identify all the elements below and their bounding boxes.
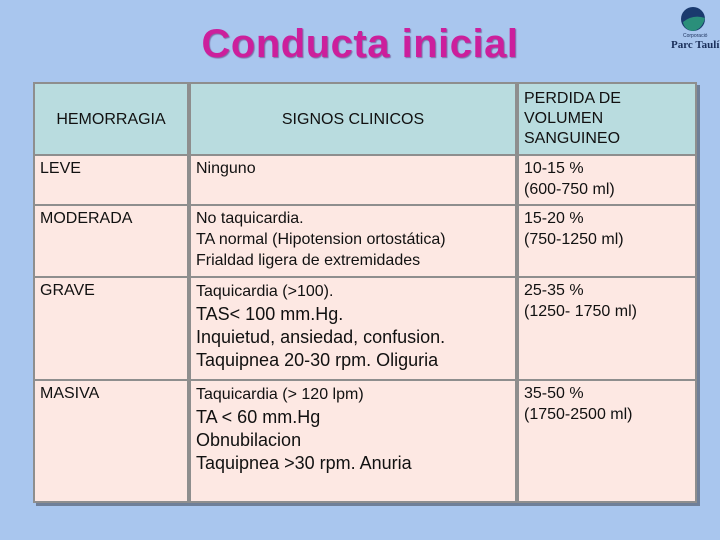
sign-line: Taquipnea >30 rpm. Anuria xyxy=(196,453,412,473)
loss-line: (1750-2500 ml) xyxy=(524,406,633,423)
sign-line: TA < 60 mm.Hg xyxy=(196,407,321,427)
header-label: SIGNOS CLINICOS xyxy=(281,110,425,128)
table-row-leve-grade xyxy=(35,156,187,204)
grade-label: MASIVA xyxy=(40,385,100,402)
header-hemorragia xyxy=(35,84,187,154)
logo-small-text: Corporació xyxy=(683,33,708,39)
header-perdida-volumen xyxy=(519,84,695,154)
header-label-line: PERDIDA DE xyxy=(524,90,621,107)
loss-line: (600-750 ml) xyxy=(524,181,615,198)
header-signos-clinicos xyxy=(191,84,515,154)
table-row-grave-signs xyxy=(191,278,515,379)
loss-line: (1250- 1750 ml) xyxy=(524,303,637,320)
logo-mark-icon xyxy=(678,4,708,34)
table-row-grave-loss xyxy=(519,278,695,379)
table-row-moderada-loss xyxy=(519,206,695,276)
table-row-leve-signs xyxy=(191,156,515,204)
table-row-grave-grade xyxy=(35,278,187,379)
loss-line: 15-20 % xyxy=(524,210,584,227)
sign-line: Taquicardia (>100). xyxy=(196,283,334,300)
table-row-masiva-grade xyxy=(35,381,187,501)
sign-line: Taquipnea 20-30 rpm. Oliguria xyxy=(196,350,439,370)
header-label-line: SANGUINEO xyxy=(524,130,621,147)
loss-line: (750-1250 ml) xyxy=(524,231,624,248)
table-row-moderada-grade xyxy=(35,206,187,276)
header-label-line: VOLUMEN xyxy=(524,110,604,127)
header-label: HEMORRAGIA xyxy=(56,110,166,128)
loss-line: 25-35 % xyxy=(524,282,584,299)
table-row-leve-loss xyxy=(519,156,695,204)
parc-tauli-logo xyxy=(672,2,718,50)
sign-line: Ninguno xyxy=(196,160,256,177)
sign-line: Taquicardia (> 120 lpm) xyxy=(196,386,364,403)
sign-line: TA normal (Hipotension ortostática) xyxy=(196,231,446,248)
slide-title: Conducta inicial xyxy=(201,22,519,66)
table-row-moderada-signs xyxy=(191,206,515,276)
sign-line: Inquietud, ansiedad, confusion. xyxy=(196,327,446,347)
loss-line: 35-50 % xyxy=(524,385,584,402)
grade-label: LEVE xyxy=(40,160,81,177)
hemorrhage-table xyxy=(33,82,697,503)
sign-line: No taquicardia. xyxy=(196,210,304,227)
logo-name: Parc Taulí xyxy=(671,39,720,51)
loss-line: 10-15 % xyxy=(524,160,584,177)
sign-line: Frialdad ligera de extremidades xyxy=(196,252,421,269)
grade-label: GRAVE xyxy=(40,282,95,299)
table-row-masiva-signs xyxy=(191,381,515,501)
grade-label: MODERADA xyxy=(40,210,133,227)
sign-line: Obnubilacion xyxy=(196,430,302,450)
sign-line: TAS< 100 mm.Hg. xyxy=(196,304,344,324)
table-row-masiva-loss xyxy=(519,381,695,501)
